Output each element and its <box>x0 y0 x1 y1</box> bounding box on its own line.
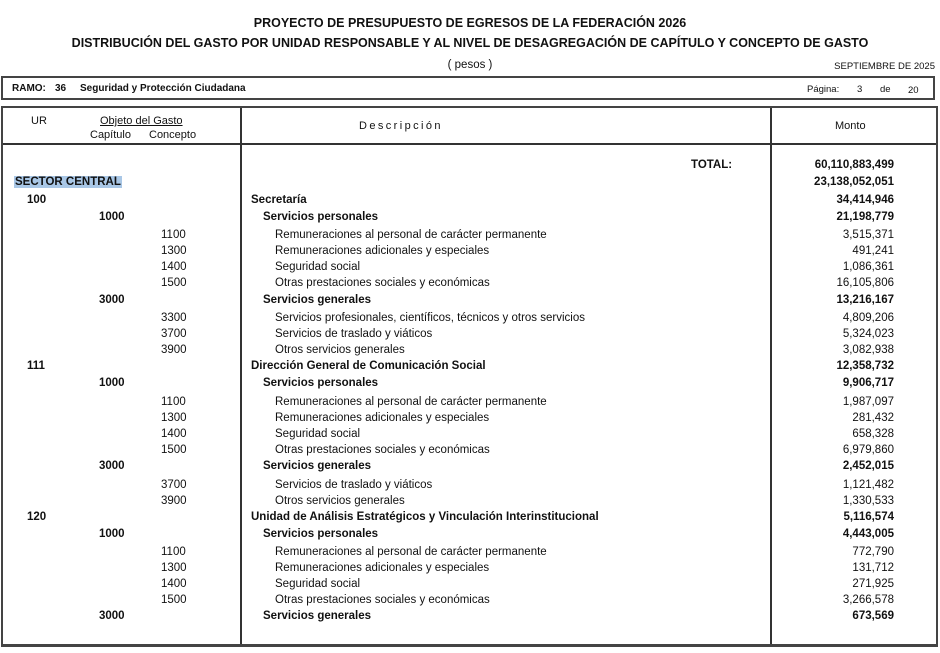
sector-row <box>3 176 936 192</box>
table-row <box>3 360 936 376</box>
row-description: Servicios profesionales, científicos, técnicos y otros servicios <box>275 312 585 324</box>
column-header-monto: Monto <box>835 120 866 132</box>
table-row <box>3 344 936 360</box>
table-row <box>3 312 936 328</box>
row-description: Remuneraciones al personal de carácter permanente <box>275 546 547 558</box>
row-amount: 1,330,533 <box>842 495 894 507</box>
table-row <box>3 511 936 527</box>
table-row <box>3 294 936 310</box>
row-description: Servicios personales <box>263 377 379 389</box>
row-amount: 34,414,946 <box>836 194 894 206</box>
page-current: 3 <box>857 84 863 95</box>
column-header-capitulo: Capítulo <box>90 129 131 141</box>
concepto-code: 1500 <box>161 594 187 606</box>
report-title: PROYECTO DE PRESUPUESTO DE EGRESOS DE LA FEDERACIÓN 2026 <box>253 16 687 30</box>
row-amount: 3,515,371 <box>842 229 894 241</box>
row-amount: 16,105,806 <box>836 277 894 289</box>
row-amount: 772,790 <box>852 546 894 558</box>
total-row <box>3 159 936 175</box>
total-amount: 60,110,883,499 <box>814 159 894 171</box>
concepto-code: 1100 <box>161 229 186 241</box>
row-description: Remuneraciones al personal de carácter permanente <box>275 396 547 408</box>
row-description: Servicios generales <box>263 610 372 622</box>
table-row <box>3 396 936 412</box>
row-amount: 5,116,574 <box>843 511 894 523</box>
ramo-header <box>1 76 935 100</box>
row-description: Servicios generales <box>263 294 372 306</box>
table-row <box>3 194 936 210</box>
row-amount: 9,906,717 <box>842 377 894 389</box>
concepto-code: 3900 <box>161 344 187 356</box>
row-description: Servicios de traslado y viáticos <box>275 328 433 340</box>
capitulo-code: 1000 <box>99 377 125 389</box>
table-row <box>3 479 936 495</box>
sector-label[interactable]: SECTOR CENTRAL <box>15 176 121 188</box>
ramo-label: RAMO: <box>12 83 46 94</box>
table-row <box>3 546 936 562</box>
table-row <box>3 412 936 428</box>
row-description: Seguridad social <box>275 261 361 273</box>
row-description: Otros servicios generales <box>275 495 405 507</box>
row-amount: 1,987,097 <box>842 396 894 408</box>
concepto-code: 1400 <box>161 578 187 590</box>
report-date: SEPTIEMBRE DE 2025 <box>834 61 935 72</box>
row-amount: 2,452,015 <box>842 460 894 472</box>
row-amount: 271,925 <box>852 578 894 590</box>
row-amount: 4,443,005 <box>842 528 894 540</box>
page-of-label: de <box>880 84 891 95</box>
table-row <box>3 229 936 245</box>
table-row <box>3 261 936 277</box>
row-description: Otras prestaciones sociales y económicas <box>275 277 490 289</box>
table-row <box>3 495 936 511</box>
capitulo-code: 3000 <box>99 294 125 306</box>
row-description: Dirección General de Comunicación Social <box>251 360 486 372</box>
concepto-code: 3700 <box>161 328 187 340</box>
ramo-name: Seguridad y Protección Ciudadana <box>80 83 246 94</box>
capitulo-code: 1000 <box>99 528 125 540</box>
row-amount: 3,266,578 <box>842 594 894 606</box>
row-description: Otros servicios generales <box>275 344 405 356</box>
table-row <box>3 328 936 344</box>
row-amount: 491,241 <box>852 245 894 257</box>
concepto-code: 1100 <box>161 546 186 558</box>
row-description: Seguridad social <box>275 578 361 590</box>
row-amount: 13,216,167 <box>836 294 894 306</box>
row-description: Remuneraciones adicionales y especiales <box>275 562 490 574</box>
row-amount: 281,432 <box>852 412 894 424</box>
row-description: Remuneraciones adicionales y especiales <box>275 245 490 257</box>
table-row <box>3 377 936 393</box>
row-description: Remuneraciones al personal de carácter permanente <box>275 229 547 241</box>
ur-code: 100 <box>27 194 47 206</box>
concepto-code: 1100 <box>161 396 186 408</box>
concepto-code: 3900 <box>161 495 187 507</box>
row-amount: 6,979,860 <box>842 444 894 456</box>
concepto-code: 3300 <box>161 312 187 324</box>
concepto-code: 1400 <box>161 428 187 440</box>
row-amount: 131,712 <box>852 562 894 574</box>
row-amount: 5,324,023 <box>842 328 894 340</box>
units-label: ( pesos ) <box>447 59 493 71</box>
row-amount: 4,809,206 <box>842 312 894 324</box>
table-row <box>3 562 936 578</box>
row-description: Otras prestaciones sociales y económicas <box>275 594 490 606</box>
row-description: Servicios de traslado y viáticos <box>275 479 433 491</box>
table-row <box>3 245 936 261</box>
table-row <box>3 277 936 293</box>
row-amount: 1,086,361 <box>842 261 894 273</box>
table-row <box>3 444 936 460</box>
row-description: Remuneraciones adicionales y especiales <box>275 412 490 424</box>
table-row <box>3 594 936 610</box>
budget-table <box>1 106 938 647</box>
concepto-code: 1300 <box>161 562 187 574</box>
row-description: Servicios generales <box>263 460 372 472</box>
capitulo-code: 1000 <box>99 211 125 223</box>
concepto-code: 1500 <box>161 444 187 456</box>
table-row <box>3 460 936 476</box>
row-description: Unidad de Análisis Estratégicos y Vinculación Interinstitucional <box>251 511 599 523</box>
capitulo-code: 3000 <box>99 460 125 472</box>
concepto-code: 3700 <box>161 479 187 491</box>
row-amount: 3,082,938 <box>842 344 894 356</box>
ramo-number: 36 <box>55 83 67 94</box>
sector-amount: 23,138,052,051 <box>814 176 894 188</box>
row-amount: 658,328 <box>852 428 894 440</box>
page-label: Página: <box>807 84 840 95</box>
capitulo-code: 3000 <box>99 610 125 622</box>
table-row <box>3 428 936 444</box>
table-row <box>3 610 936 626</box>
row-amount: 12,358,732 <box>836 360 894 372</box>
table-row <box>3 528 936 544</box>
row-description: Servicios personales <box>263 528 379 540</box>
row-description: Servicios personales <box>263 211 379 223</box>
page-total: 20 <box>908 85 919 96</box>
report-subtitle: DISTRIBUCIÓN DEL GASTO POR UNIDAD RESPONSABLE Y AL NIVEL DE DESAGREGACIÓN DE CAPÍTULO Y CONCEPTO DE GASTO <box>71 36 869 50</box>
row-amount: 21,198,779 <box>836 211 894 223</box>
concepto-code: 1300 <box>161 245 187 257</box>
row-amount: 673,569 <box>852 610 894 622</box>
column-header-descripcion: Descripción <box>359 120 443 132</box>
table-row <box>3 578 936 594</box>
concepto-code: 1300 <box>161 412 187 424</box>
row-description: Secretaría <box>251 194 307 206</box>
row-description: Otras prestaciones sociales y económicas <box>275 444 490 456</box>
table-row <box>3 211 936 227</box>
total-label: TOTAL: <box>691 159 733 171</box>
row-amount: 1,121,482 <box>842 479 894 491</box>
column-header-objeto: Objeto del Gasto <box>100 115 183 127</box>
column-header-ur: UR <box>31 115 47 127</box>
column-header-concepto: Concepto <box>149 129 197 141</box>
ur-code: 111 <box>27 360 45 372</box>
row-description: Seguridad social <box>275 428 361 440</box>
ur-code: 120 <box>27 511 47 523</box>
concepto-code: 1500 <box>161 277 187 289</box>
header-divider <box>3 143 936 145</box>
concepto-code: 1400 <box>161 261 187 273</box>
